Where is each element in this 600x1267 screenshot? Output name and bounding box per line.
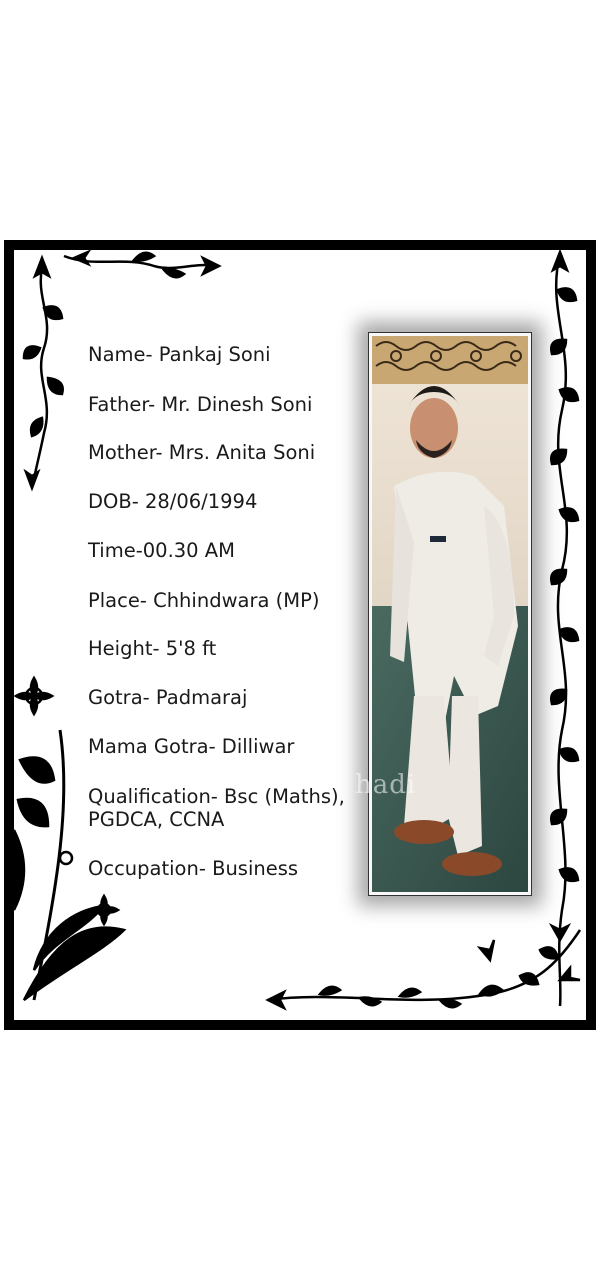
mother-field: Mother- Mrs. Anita Soni: [88, 441, 316, 464]
qualification-field-continued: PGDCA, CCNA: [88, 808, 225, 831]
gotra-field: Gotra- Padmaraj: [88, 686, 248, 709]
place-field: Place- Chhindwara (MP): [88, 589, 320, 612]
bottom-left-floral-ornament: [14, 670, 144, 1020]
father-field: Father- Mr. Dinesh Soni: [88, 393, 313, 416]
occupation-field: Occupation- Business: [88, 857, 299, 880]
bottom-right-vine-ornament: [260, 920, 590, 1020]
profile-photo-frame: [368, 332, 532, 896]
name-field: Name- Pankaj Soni: [88, 343, 271, 366]
watermark-text: hadi: [355, 770, 417, 800]
mama-gotra-field: Mama Gotra- Dilliwar: [88, 735, 295, 758]
profile-photo: [372, 336, 528, 892]
right-side-vine-ornament: [536, 250, 588, 1010]
height-field: Height- 5'8 ft: [88, 637, 217, 660]
dob-field: DOB- 28/06/1994: [88, 490, 258, 513]
qualification-field: Qualification- Bsc (Maths),: [88, 785, 345, 808]
time-field: Time-00.30 AM: [88, 539, 235, 562]
